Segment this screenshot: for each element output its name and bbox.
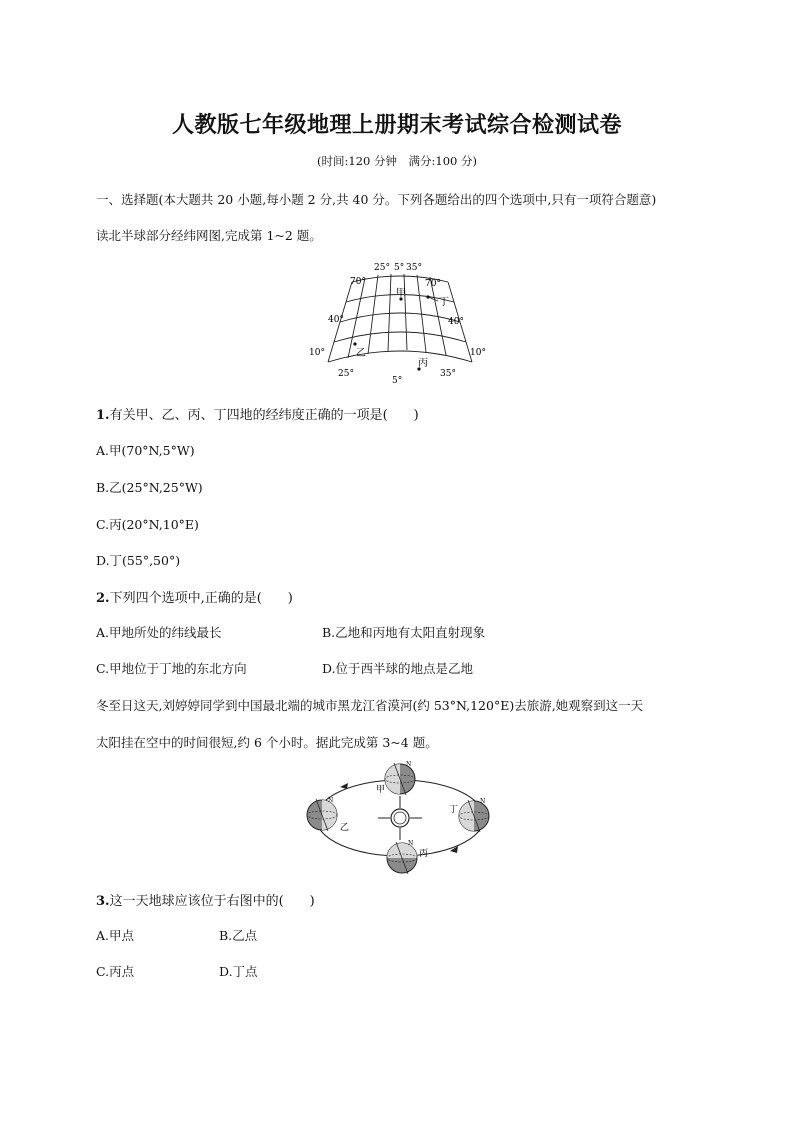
intro-text-2-line-1: 冬至日这天,刘婷婷同学到中国最北端的城市黑龙江省漠河(约 53°N,120°E)去旅游,她观察到这一天 bbox=[96, 698, 644, 713]
question-number: 1. bbox=[96, 408, 110, 423]
axis-label-n-top: N bbox=[406, 761, 412, 768]
lat-label-10-right: 10° bbox=[470, 348, 486, 358]
q3-option-c: C.丙点 bbox=[96, 964, 135, 979]
q2-option-d: D.位于西半球的地点是乙地 bbox=[322, 661, 474, 676]
question-2 bbox=[96, 587, 293, 606]
q1-option-c: C.丙(20°N,10°E) bbox=[96, 517, 199, 532]
question-text: 下列四个选项中,正确的是( ) bbox=[109, 591, 293, 606]
page-title: 人教版七年级地理上册期末考试综合检测试卷 bbox=[171, 112, 622, 138]
lat-label-40-left: 40° bbox=[328, 315, 344, 325]
q1-option-b: B.乙(25°N,25°W) bbox=[96, 480, 203, 495]
lat-label-70-left: 70° bbox=[350, 277, 366, 287]
orbit-label-bing: 丙 bbox=[419, 849, 429, 859]
point-bing: 丙 bbox=[418, 358, 428, 369]
lat-label-70-right: 70° bbox=[425, 279, 441, 289]
axis-label-n-right: N bbox=[480, 798, 486, 805]
q2-option-a: A.甲地所处的纬线最长 bbox=[96, 625, 222, 640]
exam-info: (时间:120 分钟 满分:100 分) bbox=[317, 154, 477, 168]
lon-label-top-5: 5° bbox=[394, 263, 405, 273]
intro-text-1: 读北半球部分经纬网图,完成第 1~2 题。 bbox=[96, 228, 322, 243]
question-number: 3. bbox=[96, 894, 110, 909]
orbit-label-jia: 甲 bbox=[376, 785, 386, 795]
q1-option-d: D.丁(55°,50°) bbox=[96, 553, 181, 568]
point-yi: 乙 bbox=[356, 348, 366, 359]
q2-option-c: C.甲地位于丁地的东北方向 bbox=[96, 661, 247, 676]
question-number: 2. bbox=[96, 591, 110, 606]
orbit-label-ding: 丁 bbox=[449, 805, 459, 815]
orbit-label-yi: 乙 bbox=[340, 823, 350, 833]
point-ding: 丁 bbox=[439, 297, 449, 308]
lon-label-bottom-35: 35° bbox=[440, 369, 456, 379]
q2-option-b: B.乙地和丙地有太阳直射现象 bbox=[322, 625, 486, 640]
lat-label-10-left: 10° bbox=[309, 348, 325, 358]
lon-label-bottom-5: 5° bbox=[392, 376, 403, 386]
question-1 bbox=[96, 404, 419, 423]
question-3 bbox=[96, 890, 315, 909]
q3-option-d: D.丁点 bbox=[219, 964, 258, 979]
intro-text-2-line-2: 太阳挂在空中的时间很短,约 6 个小时。据此完成第 3~4 题。 bbox=[96, 735, 438, 750]
axis-label-n-bottom: N bbox=[408, 840, 414, 847]
axis-label-n-left: N bbox=[328, 797, 334, 804]
lon-label-top-35: 35° bbox=[406, 263, 422, 273]
question-text: 这一天地球应该位于右图中的( ) bbox=[109, 894, 315, 909]
orbit-figure bbox=[300, 758, 500, 880]
q1-option-a: A.甲(70°N,5°W) bbox=[96, 443, 195, 458]
graticule-figure bbox=[300, 258, 500, 388]
point-jia: 甲 bbox=[396, 288, 406, 299]
sun-icon bbox=[378, 796, 422, 840]
question-text: 有关甲、乙、丙、丁四地的经纬度正确的一项是( ) bbox=[109, 408, 419, 423]
q3-option-b: B.乙点 bbox=[219, 928, 258, 943]
q3-option-a: A.甲点 bbox=[96, 928, 135, 943]
section-heading: 一、选择题(本大题共 20 小题,每小题 2 分,共 40 分。下列各题给出的四个选项中,只有一项符合题意) bbox=[96, 192, 657, 207]
lon-label-bottom-25: 25° bbox=[338, 369, 354, 379]
lat-label-40-right: 40° bbox=[448, 317, 464, 327]
lon-label-top-25: 25° bbox=[374, 263, 390, 273]
